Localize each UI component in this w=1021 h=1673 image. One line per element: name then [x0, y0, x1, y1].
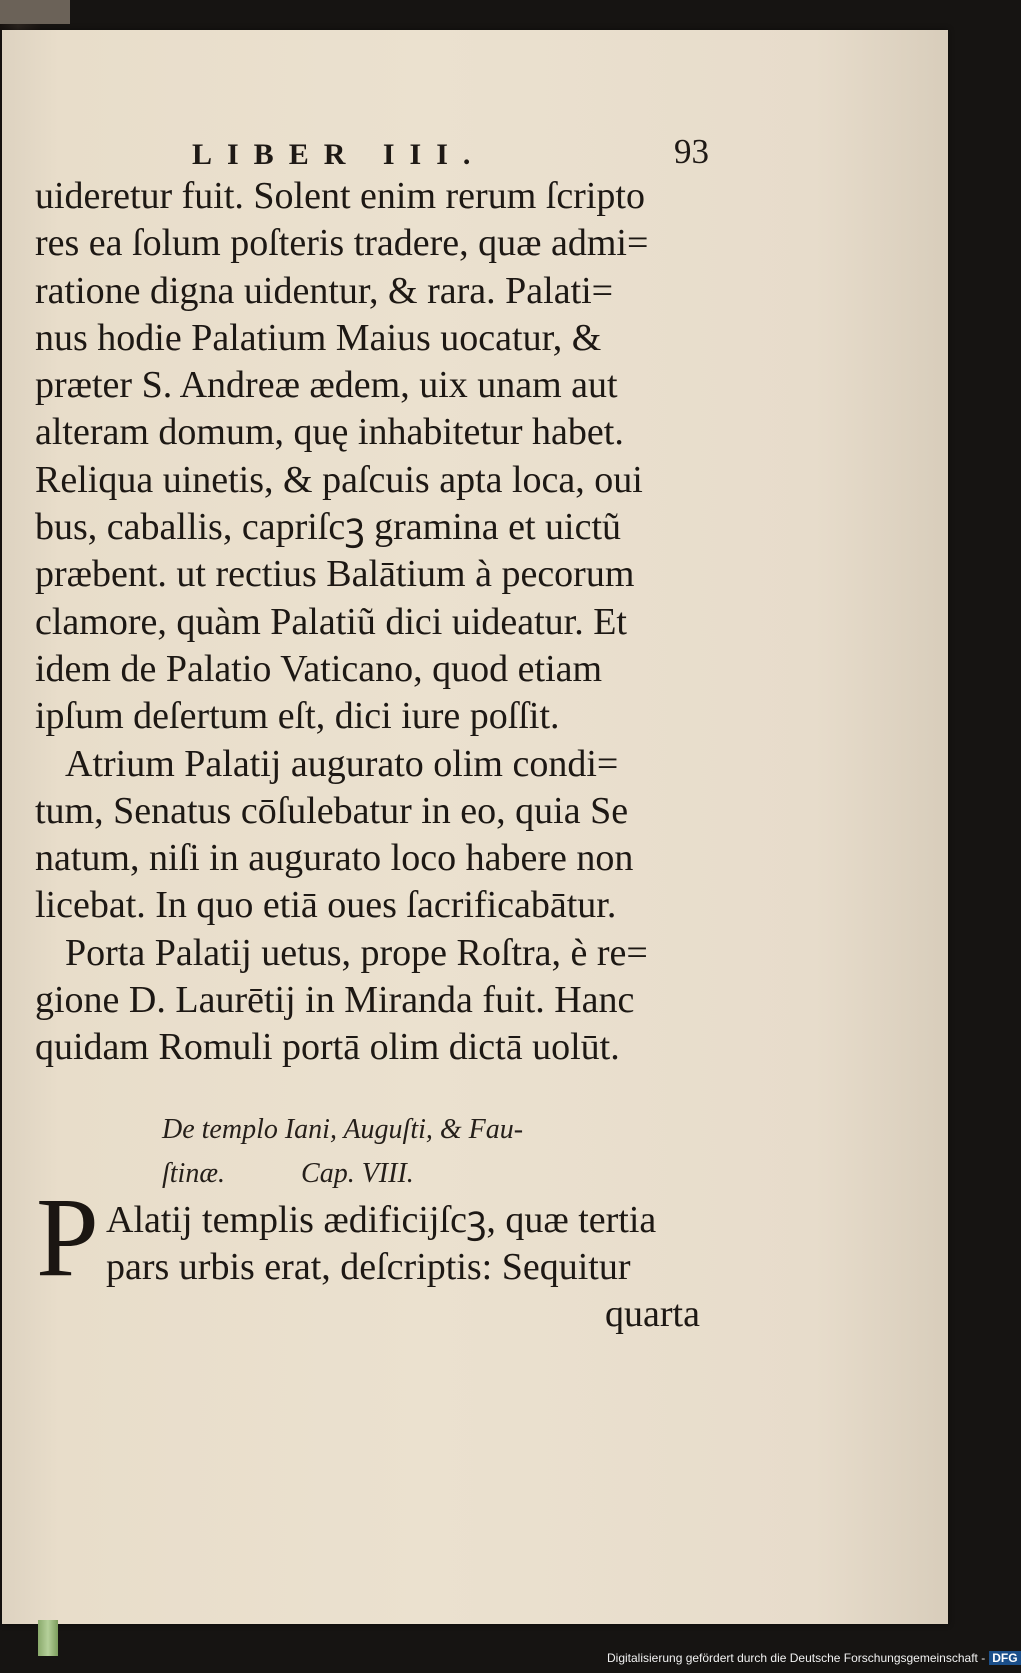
text-line: præbent. ut rectius Balātium à pecorum	[35, 553, 635, 596]
text-line: tum, Senatus cōſulebatur in eo, quia Se	[35, 789, 629, 832]
chapter-heading-line: De templo Iani, Auguſti, & Fau-	[162, 1114, 524, 1145]
credit-text: Digitalisierung gefördert durch die Deutsche Forschungsgemeinschaft -	[607, 1651, 986, 1665]
text-line: natum, niſi in augurato loco habere non	[35, 837, 634, 880]
book-page	[2, 30, 948, 1624]
chapter-heading	[162, 1108, 682, 1196]
text-line: Reliqua uinetis, & paſcuis apta loca, oui	[35, 458, 643, 501]
paragraph-first-line: Porta Palatij uetus, prope Roſtra, è re=	[65, 931, 648, 974]
text-line: bus, caballis, capriſcꝫ gramina et uictũ	[35, 506, 622, 549]
text-line: præter S. Andreæ ædem, uix unam aut	[35, 364, 618, 407]
page-header	[2, 104, 948, 171]
bookmark-ribbon	[38, 1620, 58, 1656]
text-line: alteram domum, quę inhabitetur habet.	[35, 411, 624, 454]
text-line: uideretur fuit. Solent enim rerum ſcripto	[35, 175, 645, 217]
chapter-number: Cap. VIII.	[301, 1158, 414, 1189]
text-line: quidam Romuli portā olim dictā uolūt.	[35, 1026, 620, 1069]
text-line: gione D. Laurētij in Miranda fuit. Hanc	[35, 979, 635, 1022]
top-binding-strip	[0, 0, 70, 24]
final-paragraph	[106, 1197, 696, 1292]
paragraph-first-line: Atrium Palatij augurato olim condi=	[65, 742, 619, 785]
text-line: pars urbis erat, deſcriptis: Sequitur	[106, 1246, 631, 1289]
text-line: clamore, quàm Palatiũ dici uideatur. Et	[35, 600, 627, 643]
text-line: licebat. In quo etiā oues ſacrificabātur.	[35, 884, 617, 927]
main-text-block	[35, 173, 695, 1072]
text-line: nus hodie Palatium Maius uocatur, &	[35, 316, 602, 359]
catchword: quarta	[605, 1293, 700, 1335]
digitization-credit	[607, 1651, 1021, 1665]
text-line: Alatij templis ædificijſcꝫ, quæ tertia	[106, 1199, 657, 1241]
page-number: 93	[674, 132, 709, 171]
text-line: idem de Palatio Vaticano, quod etiam	[35, 647, 603, 690]
dfg-logo: DFG	[989, 1651, 1020, 1665]
text-line: res ea ſolum poſteris tradere, quæ admi=	[35, 222, 649, 265]
drop-cap: P	[36, 1175, 99, 1300]
chapter-heading-line	[162, 1152, 682, 1196]
text-line: ipſum deſertum eſt, dici iure poſſit.	[35, 695, 560, 738]
running-title: LIBER III.	[192, 138, 486, 171]
text-line: ratione digna uidentur, & rara. Palati=	[35, 269, 614, 312]
chapter-heading-continuation: ſtinæ.	[162, 1158, 226, 1189]
